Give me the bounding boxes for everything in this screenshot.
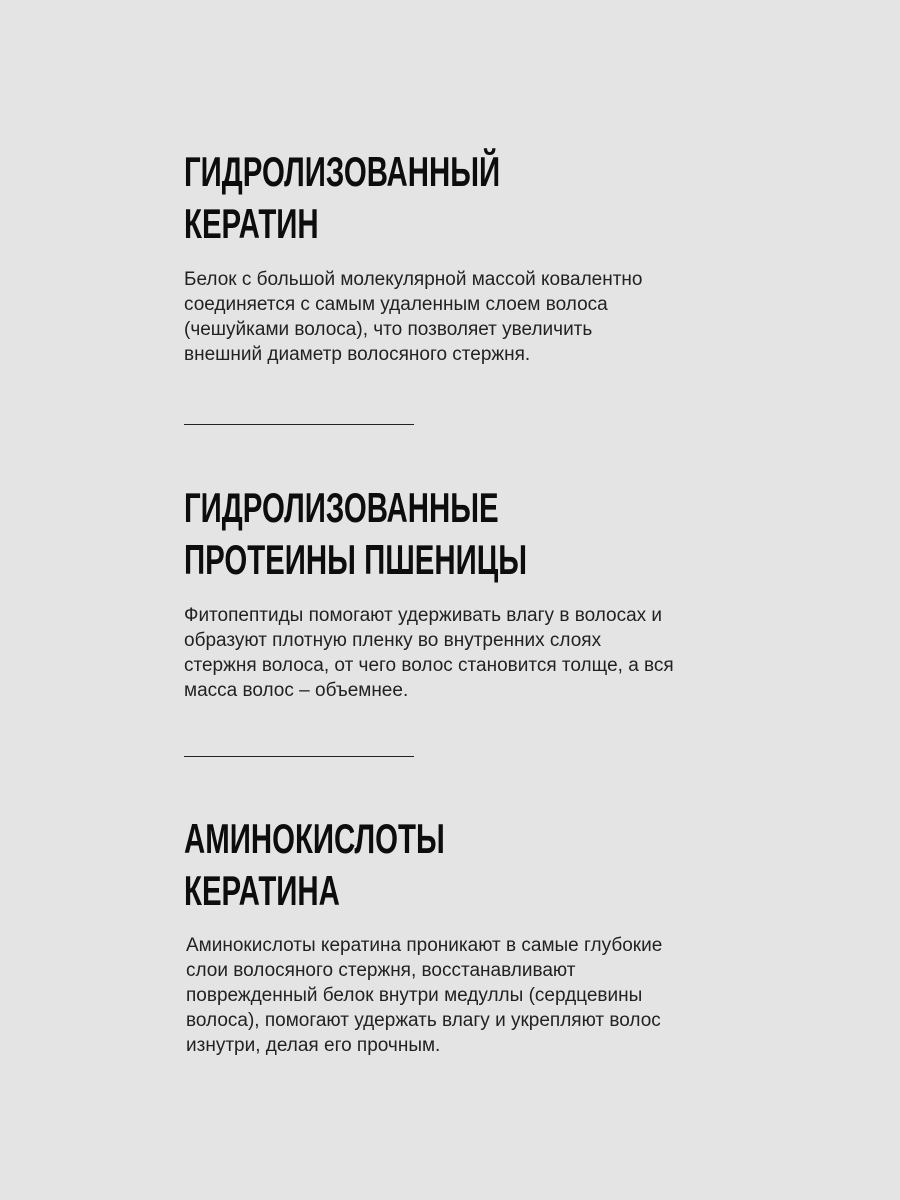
section-2-text-line: масса волос – объемнее. <box>184 680 409 701</box>
section-3-text-line: изнутри, делая его прочным. <box>186 1035 441 1056</box>
section-3-text <box>186 933 746 1058</box>
section-3-title-line-2: КЕРАТИНА <box>184 867 340 914</box>
section-2-title-line-1: ГИДРОЛИЗОВАННЫЕ <box>184 484 499 531</box>
section-3-text-line: поврежденный белок внутри медуллы (сердцевины <box>186 985 643 1006</box>
section-divider-1 <box>184 424 414 425</box>
section-1-text-line: (чешуйками волоса), что позволяет увеличить <box>184 319 593 340</box>
section-1-title-line-2: КЕРАТИН <box>184 200 319 247</box>
section-2-text-line: Фитопептиды помогают удерживать влагу в волосах и <box>184 605 663 626</box>
section-1-title-line-1: ГИДРОЛИЗОВАННЫЙ <box>184 148 501 195</box>
section-1-text <box>184 267 744 367</box>
section-2-title-line-2: ПРОТЕИНЫ ПШЕНИЦЫ <box>184 536 528 583</box>
section-2-text-line: образуют плотную пленку во внутренних слоях <box>184 630 602 651</box>
section-3-title <box>184 813 445 917</box>
section-1-title <box>184 146 500 250</box>
section-2-text <box>184 603 744 703</box>
section-2-title <box>184 482 527 586</box>
section-1-text-line: Белок с большой молекулярной массой ковалентно <box>184 269 643 290</box>
section-2-text-line: стержня волоса, от чего волос становится толще, а вся <box>184 655 674 676</box>
section-divider-2 <box>184 756 414 757</box>
section-3-title-line-1: АМИНОКИСЛОТЫ <box>184 815 445 862</box>
section-3-text-line: слои волосяного стержня, восстанавливают <box>186 960 576 981</box>
section-1-text-line: внешний диаметр волосяного стержня. <box>184 344 531 365</box>
section-3-text-line: Аминокислоты кератина проникают в самые глубокие <box>186 935 663 956</box>
section-1-text-line: соединяется с самым удаленным слоем волоса <box>184 294 608 315</box>
section-3-text-line: волоса), помогают удержать влагу и укрепляют волос <box>186 1010 661 1031</box>
